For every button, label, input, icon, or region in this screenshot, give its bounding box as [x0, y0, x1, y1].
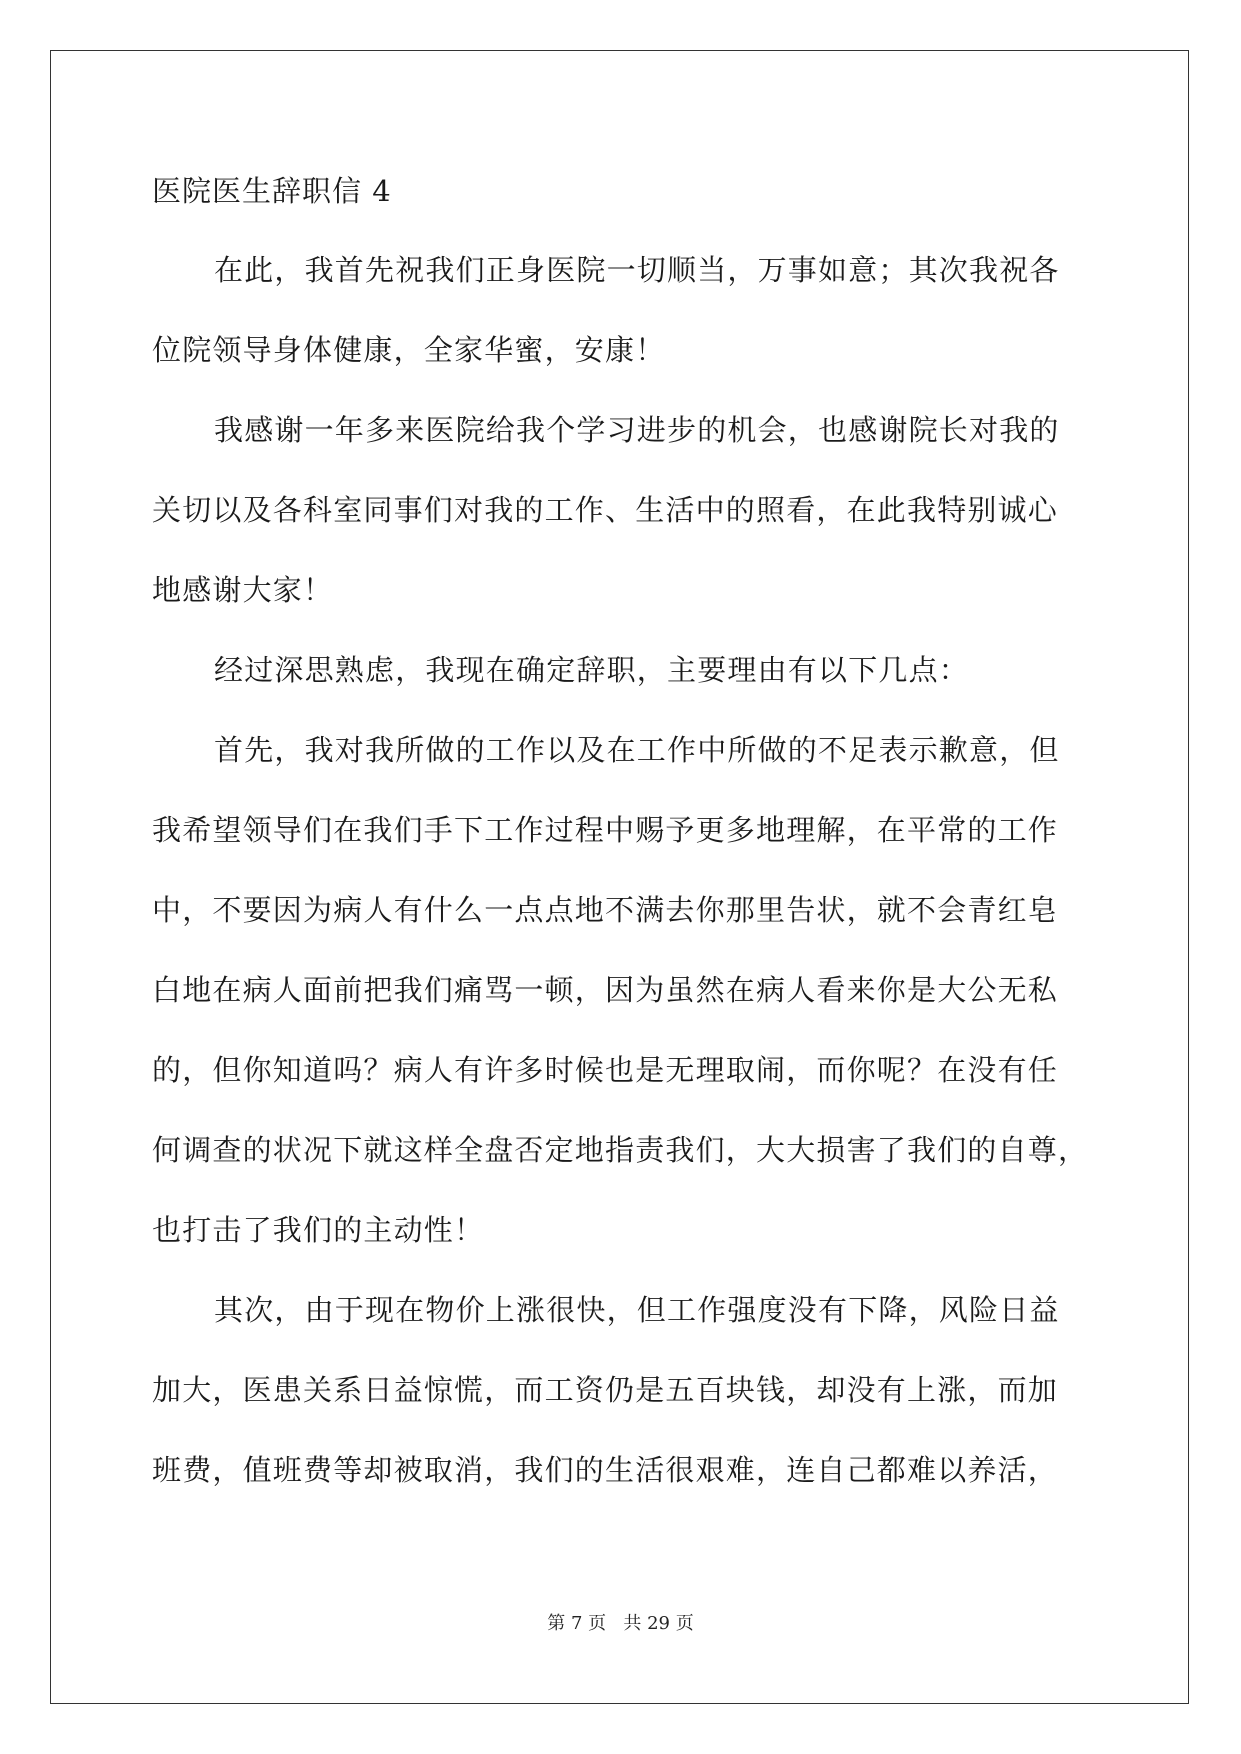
paragraph-line: 中，不要因为病人有什么一点点地不满去你那里告状，就不会青红皂 — [152, 893, 1059, 927]
paragraph-line: 我希望领导们在我们手下工作过程中赐予更多地理解，在平常的工作 — [152, 813, 1059, 847]
paragraph-line: 经过深思熟虑，我现在确定辞职，主要理由有以下几点： — [214, 653, 970, 687]
document-title: 医院医生辞职信 4 — [152, 174, 392, 208]
document-body — [152, 250, 1092, 1530]
paragraph-line: 在此，我首先祝我们正身医院一切顺当，万事如意；其次我祝各 — [214, 253, 1060, 287]
page-number-footer: 第 7 页 共 29 页 — [547, 1613, 694, 1634]
paragraph-line: 我感谢一年多来医院给我个学习进步的机会，也感谢院长对我的 — [214, 413, 1060, 447]
paragraph-line: 其次，由于现在物价上涨很快，但工作强度没有下降，风险日益 — [214, 1293, 1060, 1327]
paragraph-line: 白地在病人面前把我们痛骂一顿，因为虽然在病人看来你是大公无私 — [152, 973, 1059, 1007]
paragraph-line: 何调查的状况下就这样全盘否定地指责我们，大大损害了我们的自尊， — [152, 1133, 1089, 1167]
paragraph-line: 加大，医患关系日益惊慌，而工资仍是五百块钱，却没有上涨，而加 — [152, 1373, 1059, 1407]
paragraph-line: 的，但你知道吗？病人有许多时候也是无理取闹，而你呢？在没有任 — [152, 1053, 1059, 1087]
paragraph-line: 班费，值班费等却被取消，我们的生活很艰难，连自己都难以养活， — [152, 1453, 1059, 1487]
paragraph-line: 首先，我对我所做的工作以及在工作中所做的不足表示歉意，但 — [214, 733, 1060, 767]
paragraph-line: 位院领导身体健康，全家华蜜，安康！ — [152, 333, 666, 367]
paragraph-line: 也打击了我们的主动性！ — [152, 1213, 485, 1247]
paragraph-line: 地感谢大家！ — [152, 573, 334, 607]
paragraph-line: 关切以及各科室同事们对我的工作、生活中的照看，在此我特别诚心 — [152, 493, 1059, 527]
